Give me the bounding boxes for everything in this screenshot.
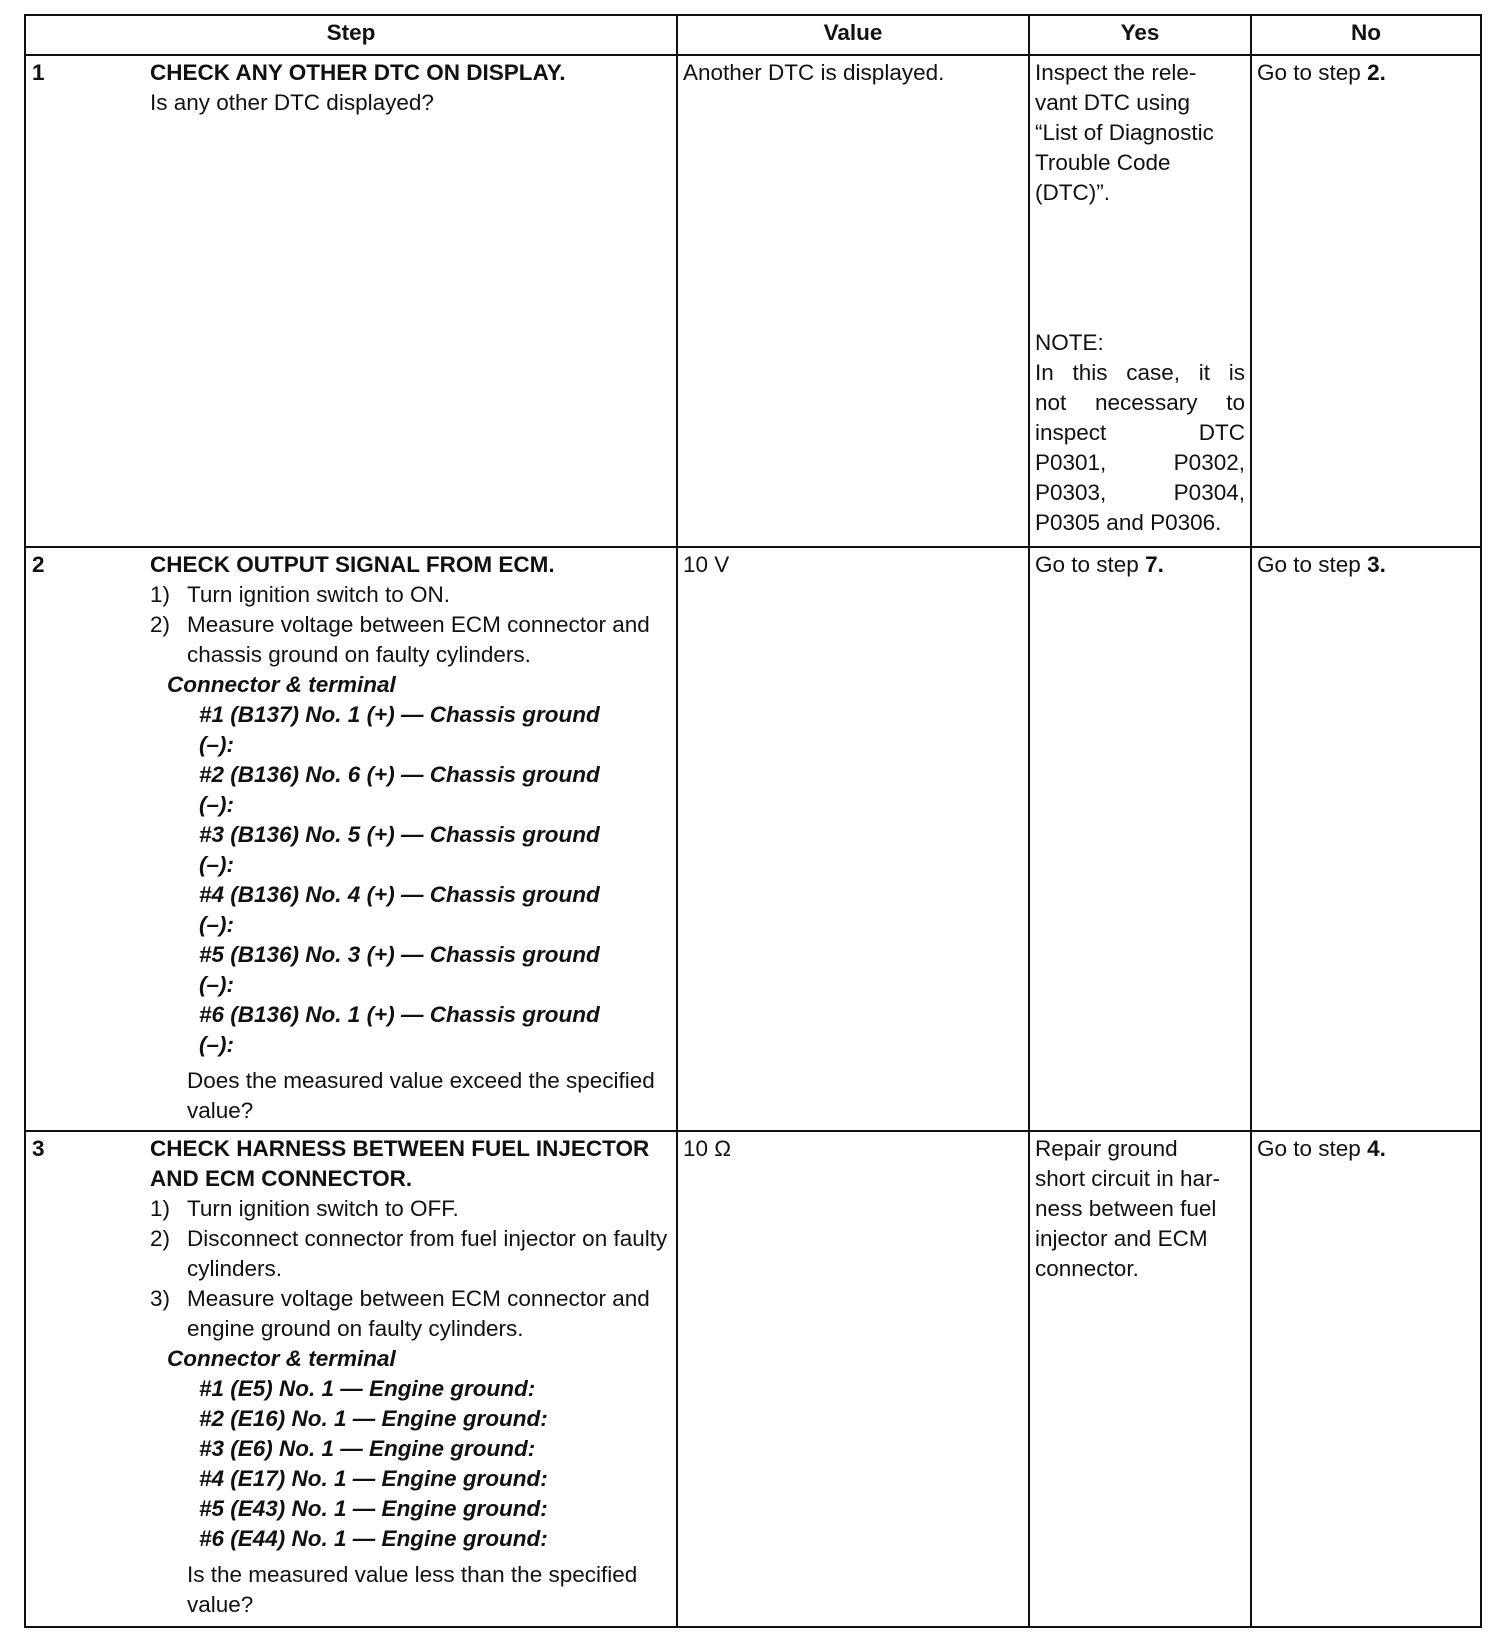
no-cell xyxy=(1251,547,1481,1131)
connector-line: #2 (E16) No. 1 — Engine ground: xyxy=(199,1406,548,1431)
procedure-text: Turn ignition switch to OFF. xyxy=(187,1196,459,1221)
connector-label: Connector & terminal xyxy=(167,672,396,697)
value-cell: 10 Ω xyxy=(677,1131,1029,1627)
yes-text-line: short circuit in har- xyxy=(1035,1166,1221,1191)
note-line: P0301, P0302, xyxy=(1035,450,1245,475)
step-question: Does the measured value exceed the specified value? xyxy=(187,1068,655,1123)
procedure-item xyxy=(150,1284,668,1344)
table-row xyxy=(25,1131,1481,1627)
procedure-number: 2) xyxy=(150,1226,171,1251)
connector-line: (–): xyxy=(199,912,234,937)
note-label: NOTE: xyxy=(1035,330,1104,355)
header-yes: Yes xyxy=(1029,15,1251,55)
procedure-text: Measure voltage between ECM connector and engine ground on faulty cylinders. xyxy=(187,1286,650,1341)
yes-text-line: connector. xyxy=(1035,1256,1139,1281)
procedure-text: Measure voltage between ECM connector and chassis ground on faulty cylinders. xyxy=(187,612,650,667)
no-prefix: Go to step xyxy=(1257,1136,1368,1161)
header-value: Value xyxy=(677,15,1029,55)
no-prefix: Go to step xyxy=(1257,60,1368,85)
connector-line: #3 (E6) No. 1 — Engine ground: xyxy=(199,1436,536,1461)
step-number: 1 xyxy=(32,60,45,85)
note-line: inspect DTC xyxy=(1035,420,1245,445)
connector-line: #1 (E5) No. 1 — Engine ground: xyxy=(199,1376,536,1401)
connector-line: #6 (B136) No. 1 (+) — Chassis ground xyxy=(199,1002,600,1027)
yes-text-line: Trouble Code xyxy=(1035,150,1171,175)
connector-line: (–): xyxy=(199,1032,234,1057)
yes-text-line: Repair ground xyxy=(1035,1136,1178,1161)
connector-line: #3 (B136) No. 5 (+) — Chassis ground xyxy=(199,822,600,847)
no-step-ref: 2. xyxy=(1367,60,1386,85)
procedure-number: 2) xyxy=(150,612,171,637)
yes-note xyxy=(1035,328,1245,538)
table-row xyxy=(25,55,1481,547)
yes-text-line: (DTC)”. xyxy=(1035,180,1110,205)
value-cell: 10 V xyxy=(677,547,1029,1131)
step-question: Is the measured value less than the specified value? xyxy=(187,1562,638,1617)
step-title: CHECK HARNESS BETWEEN FUEL INJECTOR AND ECM CONNECTOR. xyxy=(150,1136,650,1191)
step-number: 2 xyxy=(32,552,45,577)
step-title: CHECK ANY OTHER DTC ON DISPLAY. xyxy=(150,60,566,85)
table-row xyxy=(25,547,1481,1131)
no-prefix: Go to step xyxy=(1257,552,1368,577)
step-cell xyxy=(25,547,677,1131)
procedure-text: Disconnect connector from fuel injector on faulty cylinders. xyxy=(187,1226,668,1281)
connector-line: #4 (E17) No. 1 — Engine ground: xyxy=(199,1466,548,1491)
table-header-row xyxy=(25,15,1481,55)
connector-label: Connector & terminal xyxy=(167,1346,396,1371)
yes-text-line: Inspect the rele- xyxy=(1035,60,1197,85)
note-line: P0303, P0304, xyxy=(1035,480,1245,505)
header-step: Step xyxy=(25,15,677,55)
no-cell xyxy=(1251,55,1481,547)
connector-line: #1 (B137) No. 1 (+) — Chassis ground xyxy=(199,702,600,727)
connector-line: (–): xyxy=(199,972,234,997)
header-no: No xyxy=(1251,15,1481,55)
yes-cell xyxy=(1029,55,1251,547)
connector-line: (–): xyxy=(199,792,234,817)
connector-line: #4 (B136) No. 4 (+) — Chassis ground xyxy=(199,882,600,907)
procedure-text: Turn ignition switch to ON. xyxy=(187,582,451,607)
note-line: not necessary to xyxy=(1035,390,1245,415)
procedure-item xyxy=(150,580,668,610)
diagnostic-table xyxy=(24,14,1482,1628)
connector-line: #2 (B136) No. 6 (+) — Chassis ground xyxy=(199,762,600,787)
step-question: Is any other DTC displayed? xyxy=(150,90,434,115)
step-cell xyxy=(25,55,677,547)
yes-text-line: vant DTC using xyxy=(1035,90,1191,115)
procedure-item xyxy=(150,1194,668,1224)
procedure-number: 1) xyxy=(150,582,171,607)
yes-text-line: injector and ECM xyxy=(1035,1226,1208,1251)
procedure-number: 1) xyxy=(150,1196,171,1221)
connector-line: (–): xyxy=(199,732,234,757)
yes-text-line: ness between fuel xyxy=(1035,1196,1217,1221)
procedure-item xyxy=(150,610,668,670)
no-step-ref: 3. xyxy=(1367,552,1386,577)
step-number: 3 xyxy=(32,1136,45,1161)
note-line: P0305 and P0306. xyxy=(1035,510,1222,535)
yes-cell xyxy=(1029,547,1251,1131)
step-title: CHECK OUTPUT SIGNAL FROM ECM. xyxy=(150,552,555,577)
note-line: In this case, it is xyxy=(1035,360,1245,385)
no-step-ref: 4. xyxy=(1367,1136,1386,1161)
step-cell xyxy=(25,1131,677,1627)
connector-line: #5 (B136) No. 3 (+) — Chassis ground xyxy=(199,942,600,967)
no-cell xyxy=(1251,1131,1481,1627)
yes-cell xyxy=(1029,1131,1251,1627)
yes-text-line: “List of Diagnostic xyxy=(1035,120,1214,145)
connector-line: #5 (E43) No. 1 — Engine ground: xyxy=(199,1496,548,1521)
yes-prefix: Go to step xyxy=(1035,552,1146,577)
procedure-number: 3) xyxy=(150,1286,171,1311)
value-cell: Another DTC is displayed. xyxy=(677,55,1029,547)
procedure-item xyxy=(150,1224,668,1284)
yes-step-ref: 7. xyxy=(1145,552,1164,577)
connector-line: (–): xyxy=(199,852,234,877)
connector-line: #6 (E44) No. 1 — Engine ground: xyxy=(199,1526,548,1551)
